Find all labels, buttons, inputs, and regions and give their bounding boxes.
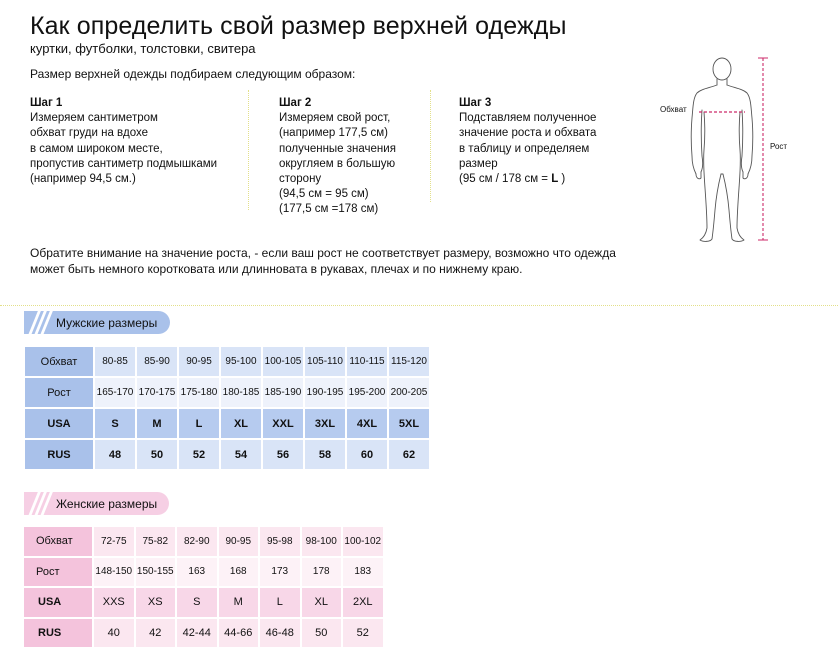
step-3-line: размер: [459, 157, 498, 170]
table-cell: 50: [137, 440, 177, 469]
note-line: может быть немного коротковата или длинновата в рукавах, плечах и по нижнему краю.: [30, 261, 523, 276]
table-cell: 90-95: [179, 347, 219, 376]
step-2-line: Измеряем свой рост,: [279, 112, 391, 125]
row-header: USA: [24, 588, 92, 617]
step-3-example-prefix: (95 см / 178 см =: [459, 173, 552, 186]
table-cell: 105-110: [305, 347, 345, 376]
step-2-line: (например 177,5 см): [279, 127, 388, 140]
women-size-table: [22, 525, 385, 649]
chest-label: Обхват: [660, 105, 687, 114]
table-cell: XL: [302, 588, 342, 617]
table-cell: S: [95, 409, 135, 438]
step-3-line: Подставляем полученное: [459, 112, 597, 125]
table-cell: 4XL: [347, 409, 387, 438]
table-cell: 80-85: [95, 347, 135, 376]
section-divider: [0, 305, 838, 306]
step-1-line: в самом широком месте,: [30, 142, 163, 155]
step-1-line: (например 94,5 см.): [30, 173, 136, 186]
table-cell: 95-98: [260, 527, 300, 556]
table-cell: 115-120: [389, 347, 429, 376]
table-cell: 2XL: [343, 588, 383, 617]
step-3-line: в таблицу и определяем: [459, 142, 590, 155]
table-cell: L: [179, 409, 219, 438]
table-cell: 54: [221, 440, 261, 469]
table-cell: 178: [302, 558, 342, 587]
table-cell: 75-82: [136, 527, 176, 556]
men-sizes-heading: [24, 311, 170, 334]
table-cell: 163: [177, 558, 217, 587]
table-row: [24, 527, 383, 556]
table-cell: 44-66: [219, 619, 259, 648]
table-cell: S: [177, 588, 217, 617]
men-size-table: [23, 345, 431, 471]
table-cell: 168: [219, 558, 259, 587]
table-row: [25, 347, 429, 376]
table-cell: 72-75: [94, 527, 134, 556]
step-2-line: полученные значения: [279, 142, 396, 155]
table-cell: 82-90: [177, 527, 217, 556]
table-cell: 42: [136, 619, 176, 648]
step-2-title: Шаг 2: [279, 97, 312, 109]
step-3-title: Шаг 3: [459, 97, 492, 109]
step-3-line: значение роста и обхвата: [459, 127, 597, 140]
step-2-line: (177,5 см =178 см): [279, 203, 379, 216]
step-1-line: пропустив сантиметр подмышками: [30, 157, 218, 170]
page-subtitle: куртки, футболки, толстовки, свитера: [30, 41, 256, 56]
table-cell: 95-100: [221, 347, 261, 376]
table-cell: 165-170: [95, 378, 135, 407]
table-cell: 62: [389, 440, 429, 469]
step-divider: [430, 90, 431, 202]
row-header: Рост: [24, 558, 92, 587]
step-1: [30, 96, 217, 187]
table-cell: 58: [305, 440, 345, 469]
table-cell: 90-95: [219, 527, 259, 556]
step-1-line: Измеряем сантиметром: [30, 112, 158, 125]
table-cell: 148-150: [94, 558, 134, 587]
stripes-decoration: [24, 311, 48, 334]
table-cell: 195-200: [347, 378, 387, 407]
step-3-example-size: L: [551, 173, 559, 186]
table-row: [24, 558, 383, 587]
table-cell: 100-102: [343, 527, 383, 556]
table-cell: 100-105: [263, 347, 303, 376]
step-2-line: округляем в большую: [279, 157, 396, 170]
table-cell: 190-195: [305, 378, 345, 407]
table-cell: 175-180: [179, 378, 219, 407]
table-cell: 56: [263, 440, 303, 469]
page-title: Как определить свой размер верхней одежды: [30, 12, 567, 40]
row-header: Рост: [25, 378, 93, 407]
step-divider: [248, 90, 249, 210]
table-cell: 46-48: [260, 619, 300, 648]
intro-text: Размер верхней одежды подбираем следующим образом:: [30, 67, 356, 81]
step-3: [459, 96, 596, 187]
table-row: [24, 588, 383, 617]
table-cell: M: [137, 409, 177, 438]
row-header: RUS: [25, 440, 93, 469]
table-cell: 3XL: [305, 409, 345, 438]
table-cell: 40: [94, 619, 134, 648]
table-cell: 183: [343, 558, 383, 587]
note-line: Обратите внимание на значение роста, - если ваш рост не соответствует размеру, возможно что одежда: [30, 246, 616, 260]
table-cell: 52: [343, 619, 383, 648]
table-cell: XXL: [263, 409, 303, 438]
table-cell: 185-190: [263, 378, 303, 407]
table-cell: 50: [302, 619, 342, 648]
men-sizes-label: Мужские размеры: [56, 315, 158, 330]
women-sizes-heading: [24, 492, 169, 515]
table-cell: 98-100: [302, 527, 342, 556]
step-2: [279, 96, 396, 218]
row-header: Обхват: [25, 347, 93, 376]
table-cell: 48: [95, 440, 135, 469]
table-cell: 150-155: [136, 558, 176, 587]
table-cell: 200-205: [389, 378, 429, 407]
row-header: Обхват: [24, 527, 92, 556]
table-cell: XL: [221, 409, 261, 438]
table-cell: XS: [136, 588, 176, 617]
step-3-example-suffix: ): [558, 173, 566, 186]
table-cell: 85-90: [137, 347, 177, 376]
women-sizes-label: Женские размеры: [56, 496, 158, 511]
step-1-line: обхват груди на вдохе: [30, 127, 149, 140]
table-row: [25, 409, 429, 438]
table-row: [24, 619, 383, 648]
table-cell: 42-44: [177, 619, 217, 648]
table-cell: 52: [179, 440, 219, 469]
table-cell: 5XL: [389, 409, 429, 438]
row-header: USA: [25, 409, 93, 438]
table-row: [25, 440, 429, 469]
row-header: RUS: [24, 619, 92, 648]
step-3-example: [459, 172, 596, 187]
table-row: [25, 378, 429, 407]
table-cell: 180-185: [221, 378, 261, 407]
table-cell: XXS: [94, 588, 134, 617]
step-1-title: Шаг 1: [30, 97, 63, 109]
stripes-decoration: [24, 492, 48, 515]
table-cell: M: [219, 588, 259, 617]
step-2-line: сторону: [279, 173, 322, 186]
table-cell: 60: [347, 440, 387, 469]
table-cell: 110-115: [347, 347, 387, 376]
step-2-line: (94,5 см = 95 см): [279, 188, 369, 201]
table-cell: 173: [260, 558, 300, 587]
table-cell: L: [260, 588, 300, 617]
table-cell: 170-175: [137, 378, 177, 407]
height-note: [30, 246, 616, 277]
height-label: Рост: [770, 142, 788, 151]
